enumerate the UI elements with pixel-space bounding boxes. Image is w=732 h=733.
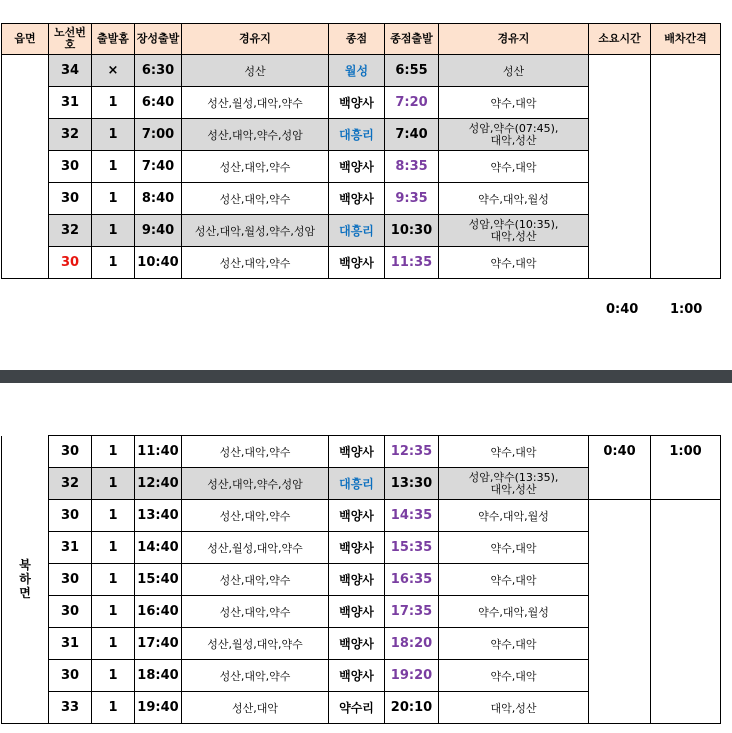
- via-line: 성산,대악,약수: [219, 160, 291, 174]
- via-cell: [182, 500, 329, 532]
- departure-home: 1: [92, 468, 135, 500]
- header-cell: 경유지: [182, 24, 329, 55]
- via-line: 약수,대악: [490, 573, 537, 587]
- header-cell: 출발홈: [92, 24, 135, 55]
- duration-cell: [589, 55, 651, 279]
- via-line: 성산,대악,약수: [219, 573, 291, 587]
- header-cell: 배차간격: [651, 24, 721, 55]
- duration-cell: 0:40: [589, 436, 651, 500]
- route-number: 31: [49, 628, 92, 660]
- departure-home: 1: [92, 151, 135, 183]
- departure-home: 1: [92, 692, 135, 724]
- header-cell: 소요시간: [589, 24, 651, 55]
- departure-time: 7:40: [135, 151, 182, 183]
- via-line: 성산,대악,약수: [219, 669, 291, 683]
- departure-time: 12:40: [135, 468, 182, 500]
- via-cell: [182, 564, 329, 596]
- via-line: 약수,대악: [490, 637, 537, 651]
- via-line: 약수,대악: [490, 669, 537, 683]
- via-line: 성산,대악,약수,성암: [207, 128, 303, 142]
- route-number: 30: [49, 183, 92, 215]
- terminal-name: 백양사: [329, 151, 385, 183]
- route-number: 30: [49, 247, 92, 279]
- terminal-name: 백양사: [329, 596, 385, 628]
- header-row: [2, 24, 721, 55]
- header-cell: 종점: [329, 24, 385, 55]
- table-row: [2, 436, 721, 468]
- terminal-departure: 15:35: [385, 532, 439, 564]
- departure-time: 6:30: [135, 55, 182, 87]
- via-cell: [439, 628, 589, 660]
- via-cell: [182, 596, 329, 628]
- via-cell: [182, 660, 329, 692]
- via-cell: [182, 151, 329, 183]
- terminal-name: 백양사: [329, 436, 385, 468]
- header-cell: 노선번호: [49, 24, 92, 55]
- terminal-name: 백양사: [329, 628, 385, 660]
- departure-home: 1: [92, 183, 135, 215]
- terminal-name: 백양사: [329, 500, 385, 532]
- terminal-departure: 14:35: [385, 500, 439, 532]
- departure-home: 1: [92, 87, 135, 119]
- departure-time: 6:40: [135, 87, 182, 119]
- via-line: 약수,대악: [490, 256, 537, 270]
- via-line: 성산,대악,약수: [219, 192, 291, 206]
- via-line: 약수,대악: [490, 541, 537, 555]
- departure-time: 13:40: [135, 500, 182, 532]
- route-number: 32: [49, 468, 92, 500]
- via-cell: [182, 215, 329, 247]
- via-cell: [182, 183, 329, 215]
- via-cell: [182, 628, 329, 660]
- header-cell: 경유지: [439, 24, 589, 55]
- route-number: 31: [49, 87, 92, 119]
- header-cell: 장성출발: [135, 24, 182, 55]
- departure-time: 14:40: [135, 532, 182, 564]
- via-line: 약수,대악: [490, 160, 537, 174]
- departure-home: 1: [92, 628, 135, 660]
- via-line: 성산,대악,월성,약수,성암: [194, 224, 316, 238]
- terminal-departure: 10:30: [385, 215, 439, 247]
- region-cell: [2, 55, 49, 279]
- terminal-departure: 8:35: [385, 151, 439, 183]
- via-cell: [439, 183, 589, 215]
- interval-cell: [651, 55, 721, 279]
- via-cell: [182, 436, 329, 468]
- terminal-departure: 7:20: [385, 87, 439, 119]
- table-row: [2, 55, 721, 87]
- via-line: 성산,대악,약수,성암: [207, 477, 303, 491]
- via-cell: [439, 660, 589, 692]
- route-number: 31: [49, 532, 92, 564]
- via-cell: [439, 564, 589, 596]
- region-char: 면: [19, 586, 31, 601]
- region-char: 하: [19, 572, 31, 587]
- via-cell: [439, 151, 589, 183]
- departure-time: 11:40: [135, 436, 182, 468]
- via-cell: [182, 468, 329, 500]
- via-cell: [439, 468, 589, 500]
- via-line: 성산,대악: [231, 701, 278, 715]
- via-line: 성산: [244, 64, 266, 78]
- terminal-departure: 18:20: [385, 628, 439, 660]
- departure-home: 1: [92, 596, 135, 628]
- terminal-name: 대흥리: [329, 468, 385, 500]
- departure-home: 1: [92, 247, 135, 279]
- header-cell: 읍면: [2, 24, 49, 55]
- departure-home: 1: [92, 532, 135, 564]
- terminal-name: 백양사: [329, 247, 385, 279]
- via-cell: [439, 87, 589, 119]
- via-cell: [439, 692, 589, 724]
- terminal-name: 백양사: [329, 660, 385, 692]
- via-cell: [439, 596, 589, 628]
- departure-time: 18:40: [135, 660, 182, 692]
- via-line: 성암,약수(10:35),: [468, 217, 559, 231]
- via-line: 성산,대악,약수: [219, 509, 291, 523]
- via-line: 약수,대악: [490, 445, 537, 459]
- via-line: 대악,성산: [490, 482, 537, 496]
- departure-home: 1: [92, 215, 135, 247]
- departure-home: 1: [92, 564, 135, 596]
- via-line: 성산,월성,대악,약수: [207, 541, 303, 555]
- route-number: 30: [49, 596, 92, 628]
- terminal-name: 백양사: [329, 183, 385, 215]
- terminal-departure: 20:10: [385, 692, 439, 724]
- route-number: 30: [49, 660, 92, 692]
- departure-home: ×: [92, 55, 135, 87]
- route-number: 30: [49, 436, 92, 468]
- via-cell: [439, 215, 589, 247]
- terminal-departure: 9:35: [385, 183, 439, 215]
- via-line: 약수,대악: [490, 96, 537, 110]
- route-number: 34: [49, 55, 92, 87]
- departure-time: 7:00: [135, 119, 182, 151]
- departure-home: 1: [92, 436, 135, 468]
- interval-cell: 1:00: [651, 436, 721, 500]
- via-line: 약수,대악,월성: [478, 192, 549, 206]
- via-cell: [182, 247, 329, 279]
- via-cell: [439, 532, 589, 564]
- via-line: 성암,약수(07:45),: [468, 121, 559, 135]
- terminal-name: 백양사: [329, 532, 385, 564]
- section-divider: [0, 370, 732, 383]
- terminal-departure: 7:40: [385, 119, 439, 151]
- via-cell: [439, 500, 589, 532]
- bottom-timetable: [1, 435, 721, 724]
- terminal-departure: 11:35: [385, 247, 439, 279]
- departure-time: 9:40: [135, 215, 182, 247]
- via-cell: [182, 119, 329, 151]
- route-number: 30: [49, 564, 92, 596]
- terminal-name: 백양사: [329, 87, 385, 119]
- departure-home: 1: [92, 660, 135, 692]
- route-number: 30: [49, 500, 92, 532]
- departure-home: 1: [92, 119, 135, 151]
- departure-time: 8:40: [135, 183, 182, 215]
- via-cell: [182, 692, 329, 724]
- route-number: 32: [49, 119, 92, 151]
- via-line: 성산,월성,대악,약수: [207, 637, 303, 651]
- via-cell: [439, 247, 589, 279]
- terminal-name: 대흥리: [329, 215, 385, 247]
- via-line: 성산,월성,대악,약수: [207, 96, 303, 110]
- top-duration: 0:40: [606, 302, 639, 317]
- via-line: 성암,약수(13:35),: [468, 470, 559, 484]
- via-cell: [182, 55, 329, 87]
- via-line: 성산,대악,약수: [219, 605, 291, 619]
- departure-time: 10:40: [135, 247, 182, 279]
- via-cell: [439, 119, 589, 151]
- route-number: 32: [49, 215, 92, 247]
- terminal-departure: 13:30: [385, 468, 439, 500]
- top-timetable: [1, 23, 721, 279]
- terminal-name: 백양사: [329, 564, 385, 596]
- header-cell: 종점출발: [385, 24, 439, 55]
- terminal-name: 약수리: [329, 692, 385, 724]
- top-interval: 1:00: [670, 302, 703, 317]
- departure-home: 1: [92, 500, 135, 532]
- region-char: 북: [19, 558, 31, 573]
- via-line: 대악,성산: [490, 701, 537, 715]
- route-number: 30: [49, 151, 92, 183]
- via-line: 성산,대악,약수: [219, 256, 291, 270]
- terminal-departure: 12:35: [385, 436, 439, 468]
- interval-cell: [651, 500, 721, 724]
- via-line: 약수,대악,월성: [478, 605, 549, 619]
- via-cell: [439, 55, 589, 87]
- terminal-departure: 19:20: [385, 660, 439, 692]
- via-cell: [439, 436, 589, 468]
- terminal-name: 월성: [329, 55, 385, 87]
- via-cell: [182, 532, 329, 564]
- terminal-departure: 17:35: [385, 596, 439, 628]
- region-cell: [2, 436, 49, 724]
- via-line: 대악,성산: [490, 229, 537, 243]
- terminal-departure: 6:55: [385, 55, 439, 87]
- via-cell: [182, 87, 329, 119]
- departure-time: 19:40: [135, 692, 182, 724]
- departure-time: 17:40: [135, 628, 182, 660]
- via-line: 성산: [502, 64, 525, 78]
- departure-time: 15:40: [135, 564, 182, 596]
- duration-cell: [589, 500, 651, 724]
- terminal-name: 대흥리: [329, 119, 385, 151]
- route-number: 33: [49, 692, 92, 724]
- via-line: 약수,대악,월성: [478, 509, 549, 523]
- terminal-departure: 16:35: [385, 564, 439, 596]
- via-line: 대악,성산: [490, 133, 537, 147]
- via-line: 성산,대악,약수: [219, 445, 291, 459]
- table-row: [2, 500, 721, 532]
- departure-time: 16:40: [135, 596, 182, 628]
